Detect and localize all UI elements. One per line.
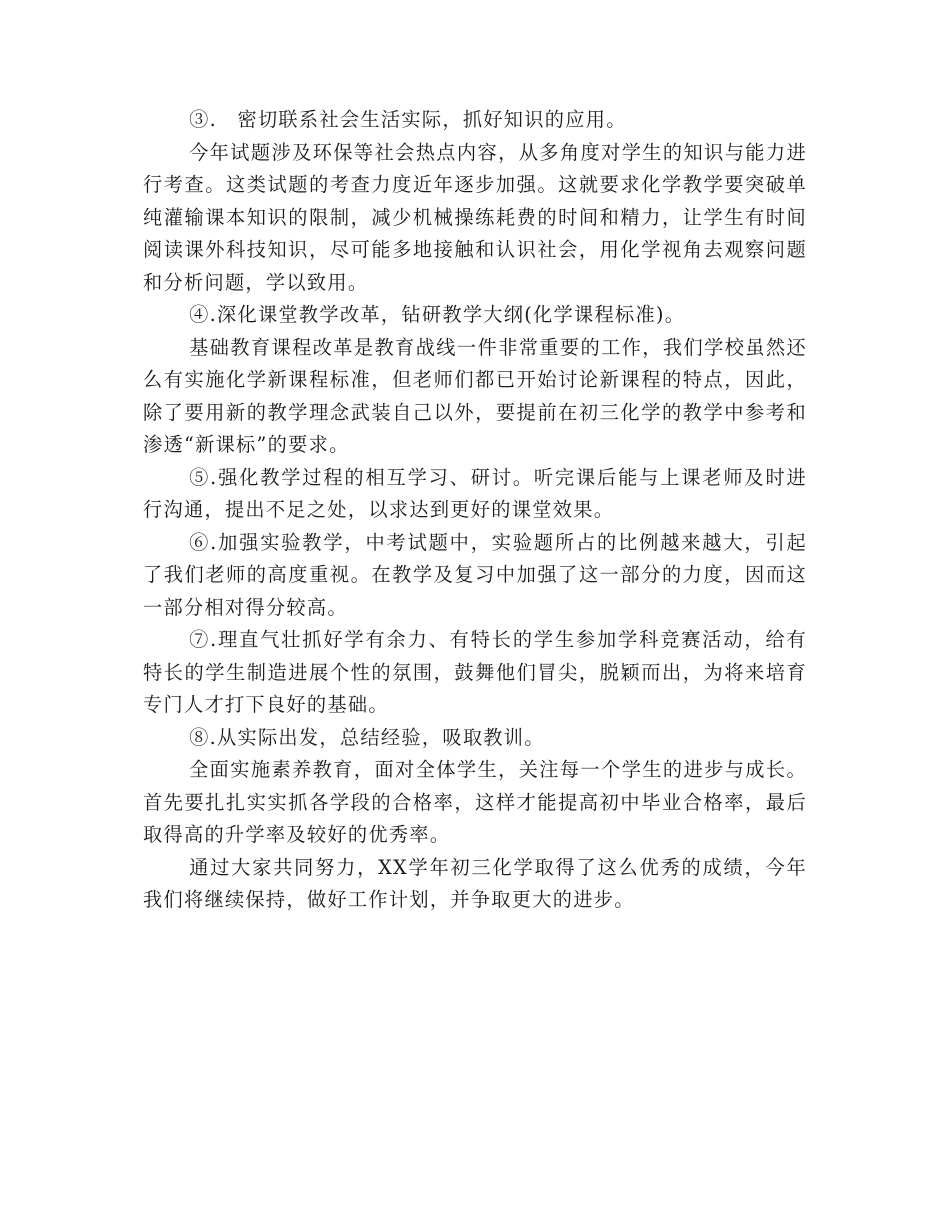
paragraph-conclusion: 通过大家共同努力，XX学年初三化学取得了这么优秀的成绩，今年我们将继续保持，做好工作计划，并争取更大的进步。	[143, 855, 807, 911]
paragraph-environment: 今年试题涉及环保等社会热点内容，从多角度对学生的知识与能力进行考查。这类试题的考查力度近年逐步加强。这就要求化学教学要突破单纯灌输课本知识的限制，减少机械操练耗费的时间和精力，让学生有时间阅读课外科技知识，尽可能多地接触和认识社会，用化学视角去观察问题和分析问题，学以致用。	[143, 140, 807, 294]
paragraph-quality-education: 全面实施素养教育，面对全体学生，关注每一个学生的进步与成长。首先要扎扎实实抓各学段的合格率，这样才能提高初中毕业合格率，最后取得高的升学率及较好的优秀率。	[143, 758, 807, 846]
paragraph-item-5: ⑤.强化教学过程的相互学习、研讨。听完课后能与上课老师及时进行沟通，提出不足之处，以求达到更好的课堂效果。	[143, 465, 807, 521]
section-heading-3: ③. 密切联系社会生活实际，抓好知识的应用。	[189, 108, 627, 131]
paragraph-item-6: ⑥.加强实验教学，中考试题中，实验题所占的比例越来越大，引起了我们老师的高度重视。在教学及复习中加强了这一部分的力度，因而这一部分相对得分较高。	[143, 530, 807, 619]
paragraph-curriculum-reform: 基础教育课程改革是教育战线一件非常重要的工作，我们学校虽然还么有实施化学新课程标准，但老师们都已开始讨论新课程的特点，因此，除了要用新的教学理念武装自己以外，要提前在初三化学的教学中参考和渗透“新课标”的要求。	[143, 335, 807, 456]
section-heading-4: ④.深化课堂教学改革，钻研教学大纲(化学课程标准)。	[189, 303, 686, 326]
section-heading-8: ⑧.从实际出发，总结经验，吸取教训。	[189, 725, 545, 749]
paragraph-item-7: ⑦.理直气壮抓好学有余力、有特长的学生参加学科竞赛活动，给有特长的学生制造进展个性的氛围，鼓舞他们冒尖，脱颖而出，为将来培育专门人才打下良好的基础。	[143, 628, 807, 716]
document-page	[143, 104, 807, 917]
